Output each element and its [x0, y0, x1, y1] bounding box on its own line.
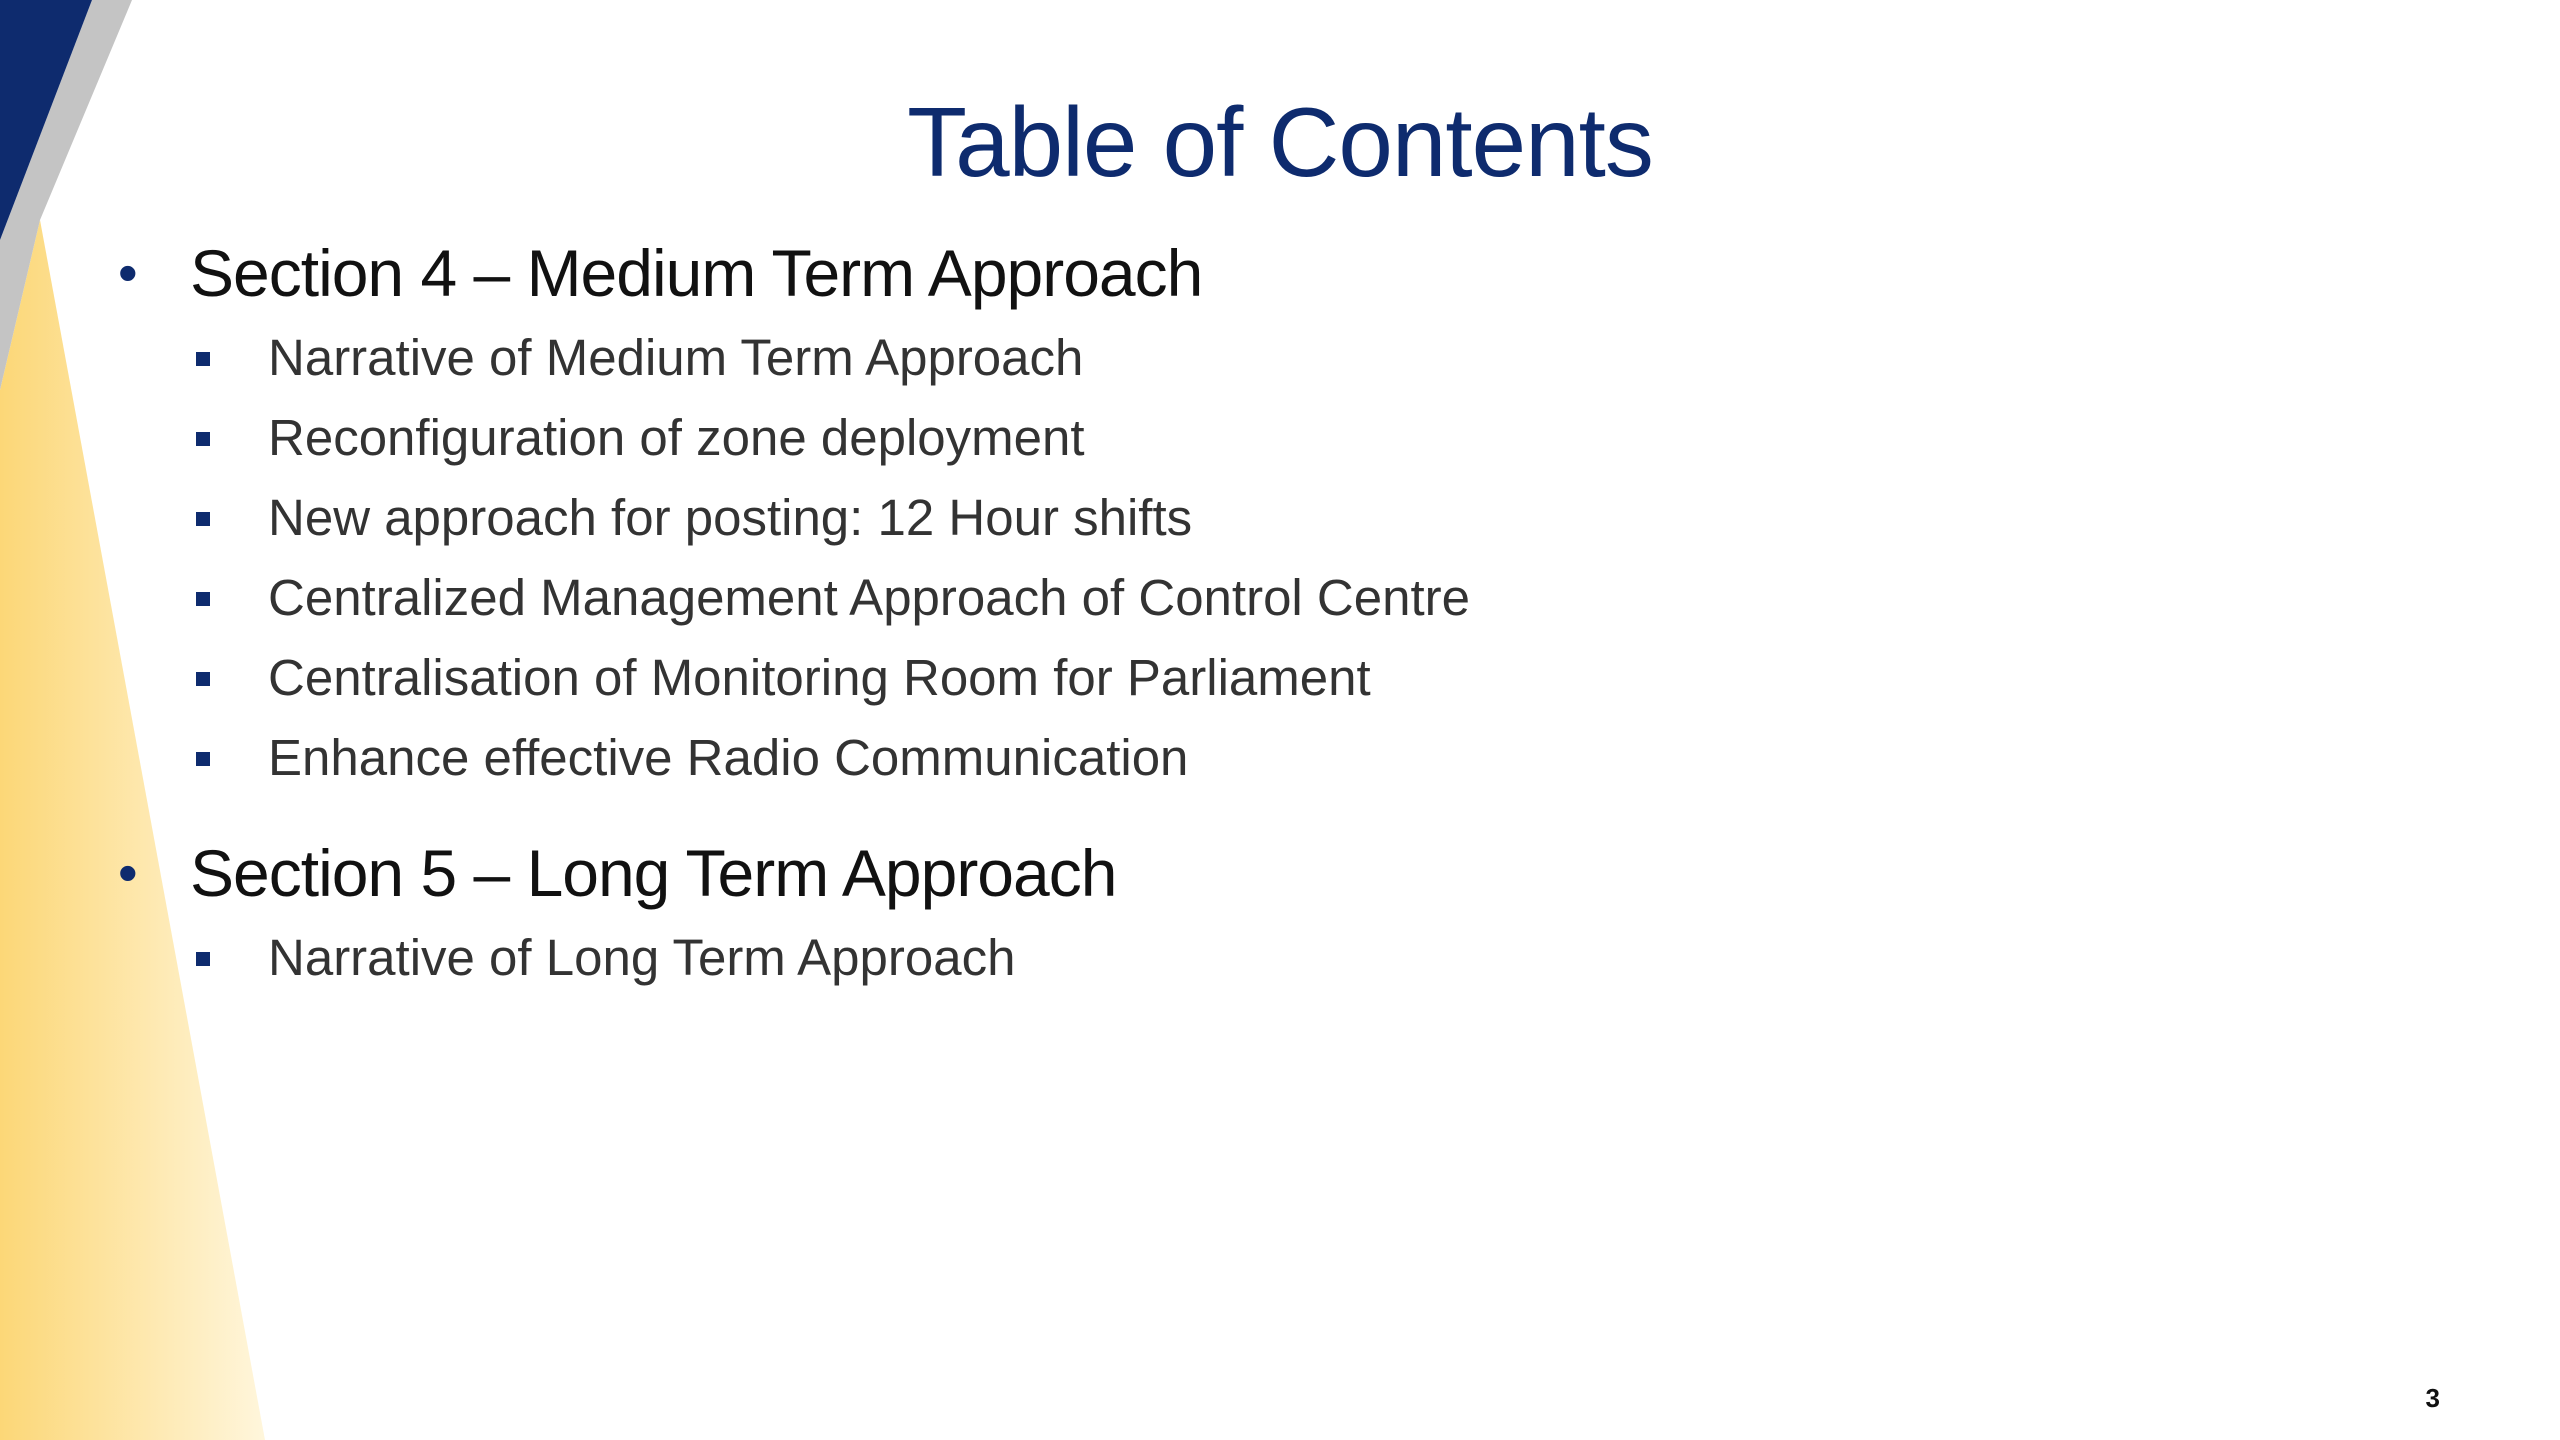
bullet-dot-icon: • — [118, 841, 138, 904]
square-bullet-icon — [196, 752, 210, 766]
list-item-text: Narrative of Medium Term Approach — [268, 329, 1084, 386]
square-bullet-icon — [196, 432, 210, 446]
page-title: Table of Contents — [907, 87, 1653, 197]
list-item-text: Centralisation of Monitoring Room for Parliament — [268, 649, 1371, 706]
list-item-text: Narrative of Long Term Approach — [268, 929, 1016, 986]
list-item-text: New approach for posting: 12 Hour shifts — [268, 489, 1193, 546]
square-bullet-icon — [196, 512, 210, 526]
table-of-contents — [118, 0, 2318, 1440]
page-number: 3 — [2425, 1383, 2440, 1413]
square-bullet-icon — [196, 352, 210, 366]
section-heading: Section 5 – Long Term Approach — [190, 836, 1117, 910]
list-item-text: Enhance effective Radio Communication — [268, 729, 1189, 786]
square-bullet-icon — [196, 592, 210, 606]
bullet-dot-icon: • — [118, 241, 138, 304]
section-heading: Section 4 – Medium Term Approach — [190, 236, 1203, 310]
square-bullet-icon — [196, 952, 210, 966]
list-item-text: Reconfiguration of zone deployment — [268, 409, 1085, 466]
list-item-text: Centralized Management Approach of Control Centre — [268, 569, 1471, 626]
square-bullet-icon — [196, 672, 210, 686]
